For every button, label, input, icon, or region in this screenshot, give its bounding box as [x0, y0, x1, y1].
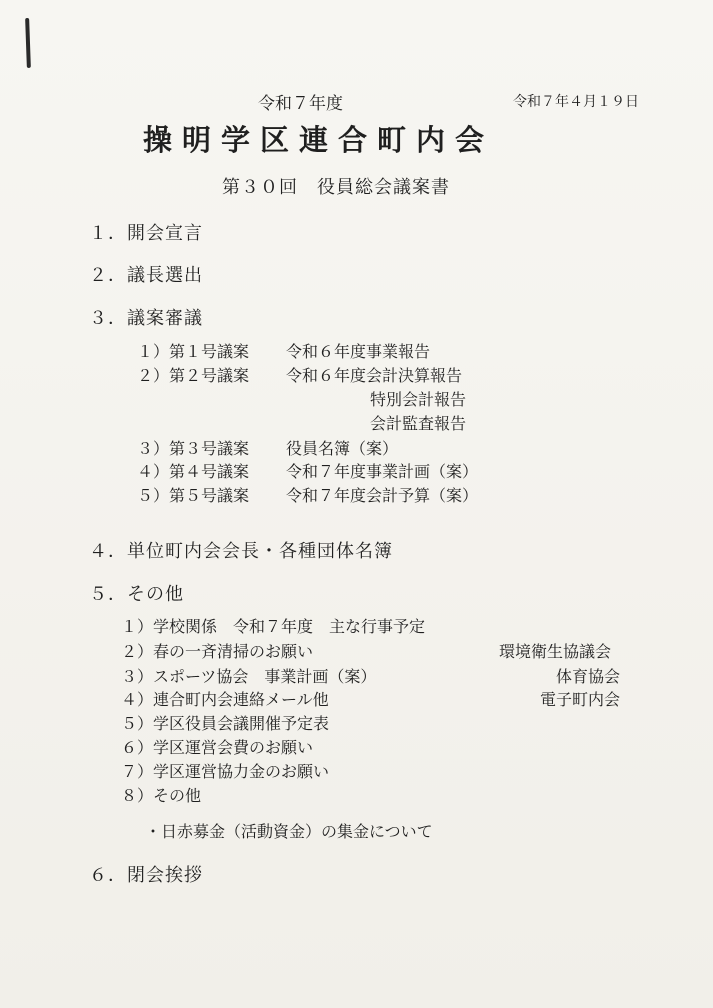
fiscal-year: 令和７年度	[258, 94, 343, 114]
motion-extra: 会計監査報告	[370, 414, 467, 433]
motion-extra: 特別会計報告	[370, 390, 467, 409]
section-other: ５．その他	[89, 584, 184, 605]
other-item: １）学校関係 令和７年度 主な行事予定	[121, 617, 426, 636]
other-item: ６）学区運営会費のお願い	[121, 738, 314, 757]
other-item: ４）連合町内会連絡メール他	[121, 690, 329, 709]
motion-title: 役員名簿（案）	[286, 439, 399, 458]
motion-no: １）第１号議案	[137, 342, 250, 361]
note-item: ・日赤募金（活動資金）の集金について	[145, 822, 433, 841]
section-deliberation: ３．議案審議	[89, 308, 203, 329]
motion-no: ５）第５号議案	[137, 486, 250, 505]
section-opening: １．開会宣言	[89, 223, 203, 244]
motion-title: 令和７年度会計予算（案）	[286, 486, 479, 505]
motion-no: ２）第２号議案	[137, 366, 250, 385]
other-item: ７）学区運営協力金のお願い	[121, 762, 330, 781]
other-org: 電子町内会	[540, 690, 621, 709]
pen-mark	[25, 18, 31, 68]
document-title: 操明学区連合町内会	[143, 123, 495, 157]
motion-title: 令和７年度事業計画（案）	[286, 462, 479, 481]
other-org: 環境衛生協議会	[499, 642, 612, 661]
other-org: 体育協会	[556, 667, 621, 686]
motion-no: ４）第４号議案	[137, 462, 250, 481]
document-subtitle: 第３０回 役員総会議案書	[222, 177, 450, 198]
other-item: ２）春の一斉清掃のお願い	[121, 642, 314, 661]
section-chair: ２．議長選出	[89, 265, 203, 286]
motion-no: ３）第３号議案	[137, 439, 250, 458]
motion-title: 令和６年度事業報告	[286, 342, 431, 361]
section-roster: ４．単位町内会会長・各種団体名簿	[89, 541, 393, 562]
other-item: ８）その他	[121, 786, 202, 805]
other-item: ３）スポーツ協会 事業計画（案）	[121, 667, 377, 686]
section-closing: ６．閉会挨拶	[89, 865, 203, 886]
other-item: ５）学区役員会議開催予定表	[121, 714, 330, 733]
motion-title: 令和６年度会計決算報告	[286, 366, 463, 385]
document-date: 令和７年４月１９日	[513, 94, 639, 110]
